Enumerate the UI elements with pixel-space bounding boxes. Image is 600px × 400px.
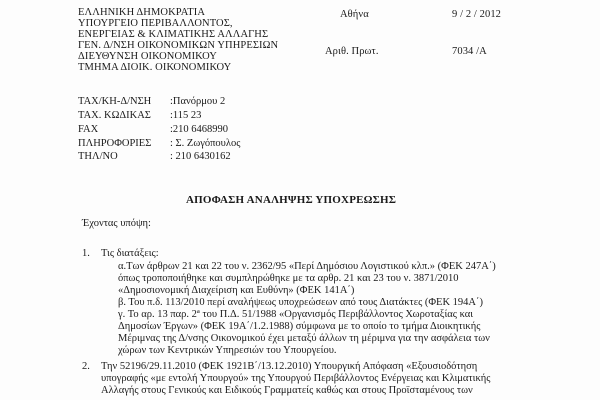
contact-label-fax: FAX [78,124,99,135]
item-text-line: Μέριμνας της Δ/νσης Οικονομικού έχει μεταξύ άλλων τη μέριμνα για την ασφάλεια των [118,333,490,344]
item-text-line: χώρων των Κεντρικών Υπηρεσιών του Υπουργείου. [118,345,337,356]
contact-label-postcode: ΤΑΧ. ΚΩΔΙΚΑΣ [78,110,151,121]
header-line: ΔΙΕΥΘΥΝΣΗ ΟΙΚΟΝΟΜΙΚΟΥ [78,51,217,62]
item-text-line: γ. Το αρ. 13 παρ. 2ª του Π.Δ. 51/1988 «Οργανισμός Περιβάλλοντος Χωροταξίας και [118,309,474,320]
contact-label-phone: ΤΗΛ/ΝΟ [78,151,118,162]
contact-value-info: : Σ. Ζωγόπουλος [170,138,241,149]
protocol-label: Αριθ. Πρωτ. [325,46,379,57]
item-text-line: Αλλαγής στους Γενικούς και Ειδικούς Γραμματείς καθώς και στους Προϊσταμένους των [101,385,473,396]
header-line: ΤΜΗΜΑ ΔΙΟΙΚ. ΟΙΚΟΝΟΜΙΚΟΥ [78,62,232,73]
item-text-line: υπογραφής «με εντολή Υπουργού» της Υπουργού Περιβάλλοντος Ενέργειας και Κλιματικής [101,373,491,384]
item-text-line: Δημοσίων Έργων» (ΦΕΚ 19Α΄/1.2.1988) σύμφωνα με το οποίο το τμήμα Διοικητικής [118,321,481,332]
item-number: 2. [82,361,90,372]
item-text-line: Την 52196/29.11.2010 (ΦΕΚ 1921Β΄/13.12.2010) Υπουργική Απόφαση «Εξουσιοδότηση [101,361,478,372]
document-date: 9 / 2 / 2012 [452,9,502,20]
contact-value-address: :Πανόρμου 2 [170,96,226,107]
header-line: ΓΕΝ. Δ/ΝΣΗ ΟΙΚΟΝΟΜΙΚΩΝ ΥΠΗΡΕΣΙΩΝ [78,40,279,51]
considering-intro: Έχοντας υπόψη: [82,218,151,229]
contact-value-postcode: :115 23 [170,110,202,121]
protocol-number: 7034 /Α [452,46,487,57]
header-line: ΕΝΕΡΓΕΙΑΣ & ΚΛΙΜΑΤΙΚΗΣ ΑΛΛΑΓΗΣ [78,29,269,40]
item-text-line: β. Του π.δ. 113/2010 περί αναλήψεως υποχρεώσεων από τους Διατάκτες (ΦΕΚ 194Α΄) [118,297,484,308]
contact-label-address: ΤΑΧ/ΚΗ-Δ/ΝΣΗ [78,96,152,107]
item-text-line: α.Των άρθρων 21 και 22 του ν. 2362/95 «Περί Δημόσιου Λογιστικού κλπ.» (ΦΕΚ 247Α΄) [118,261,496,272]
header-line: ΥΠΟΥΡΓΕΙΟ ΠΕΡΙΒΑΛΛΟΝΤΟΣ, [78,18,233,29]
item-number: 1. [82,248,90,259]
contact-value-phone: : 210 6430162 [170,151,231,162]
header-line: ΕΛΛΗΝΙΚΗ ΔΗΜΟΚΡΑΤΙΑ [78,7,206,18]
item-text-line: όπως τροποποιήθηκε και συμπληρώθηκε με τα αρθρ. 21 και 23 του ν. 3871/2010 [118,273,459,284]
contact-value-fax: :210 6468990 [170,124,229,135]
contact-label-info: ΠΛΗΡΟΦΟΡΙΕΣ [78,138,152,149]
item-heading: Τις διατάξεις: [101,248,159,259]
place-label: Αθήνα [340,9,369,20]
item-text-line: «Δημοσιονομική Διαχείριση και Ευθύνη» (ΦΕΚ 141Α΄) [118,285,355,296]
decision-title: ΑΠΟΦΑΣΗ ΑΝΑΛΗΨΗΣ ΥΠΟΧΡΕΩΣΗΣ [186,194,397,206]
